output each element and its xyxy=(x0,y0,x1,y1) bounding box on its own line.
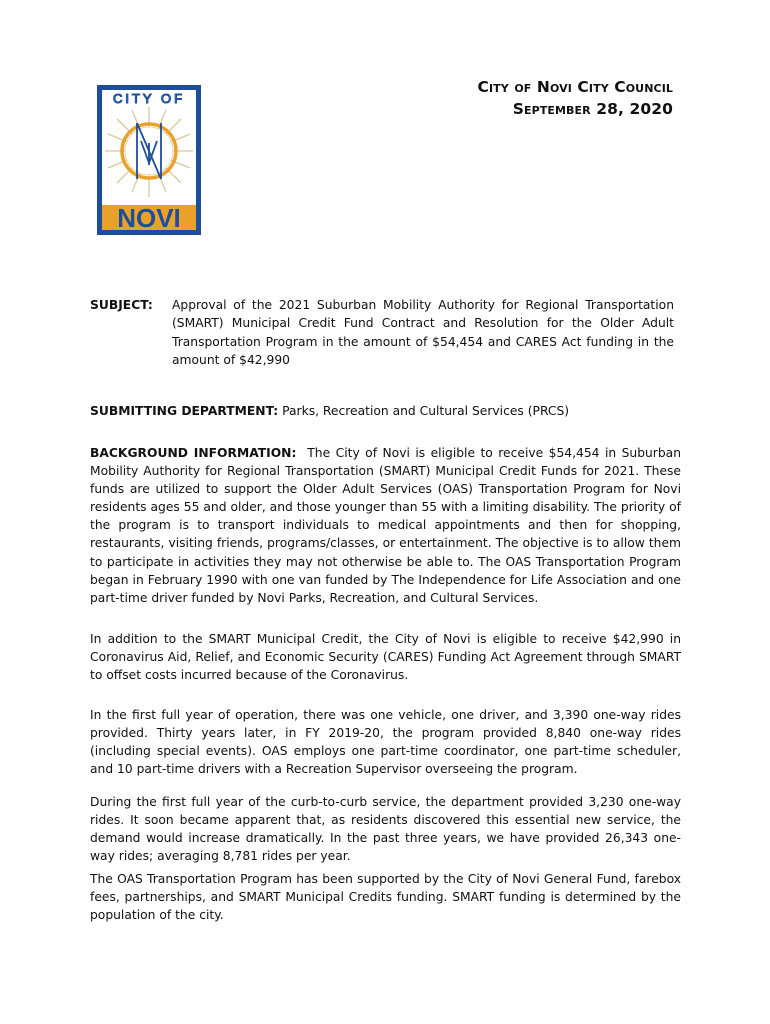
background-label: BACKGROUND INFORMATION: xyxy=(90,446,297,460)
paragraph-curb-to-curb: During the first full year of the curb-to-curb service, the department provided 3,230 one-way rides. It soon became apparent that, as residents discovered this essential new service, the demand would increase dramatically. In the past three years, we have provided 26,343 one-way rides; averaging 8,781 rides per year. xyxy=(90,795,681,864)
submitting-department-text: Parks, Recreation and Cultural Services (PRCS) xyxy=(282,404,570,418)
submitting-department xyxy=(90,402,681,420)
logo-top-text: CITY OF xyxy=(112,91,186,106)
background-information xyxy=(90,444,681,607)
background-text: The City of Novi is eligible to receive $54,454 in Suburban Mobility Authority for Regional Transportation (SMART) Municipal Credit Funds for 2021. These funds are utilized to support the Older Adult Services (OAS) Transportation Program for Novi residents ages 55 and older, and those younger than 55 with a limiting disability. The priority of the program is to transport individuals to medical appointments and then for shopping, restaurants, visiting friends, programs/classes, or entertainment. The objective is to allow them to participate in activities they may not otherwise be able to. The OAS Transportation Program began in February 1990 with one van funded by The Independence for Life Association and one part-time driver funded by Novi Parks, Recreation, and Cultural Services. xyxy=(90,446,681,605)
subject-text: Approval of the 2021 Suburban Mobility Authority for Regional Transportation (SMART) Municipal Credit Fund Contract and Resolution for the Older Adult Transportation Program in the amount of $54,454 and CARES Act funding in the amount of $42,990 xyxy=(172,298,674,367)
paragraph-oas-funding: The OAS Transportation Program has been supported by the City of Novi General Fund, farebox fees, partnerships, and SMART Municipal Credits funding. SMART funding is determined by the population of the city. xyxy=(90,872,681,923)
city-of-novi-logo xyxy=(97,85,201,235)
header-title: City of Novi City Council xyxy=(477,78,673,96)
header-date: September 28, 2020 xyxy=(512,100,673,118)
submitting-department-label: SUBMITTING DEPARTMENT: xyxy=(90,404,279,418)
logo-bottom-text: NOVI xyxy=(117,203,181,233)
document-header xyxy=(478,76,674,120)
paragraph-first-year: In the first full year of operation, there was one vehicle, one driver, and 3,390 one-way rides provided. Thirty years later, in FY 2019-20, the program provided 8,840 one-way rides (including special events). OAS employs one part-time coordinator, one part-time scheduler, and 10 part-time drivers with a Recreation Supervisor overseeing the program. xyxy=(90,708,681,777)
paragraph-smart-cares: In addition to the SMART Municipal Credit, the City of Novi is eligible to receive $42,990 in Coronavirus Aid, Relief, and Economic Security (CARES) Funding Act Agreement through SMART to offset costs incurred because of the Coronavirus. xyxy=(90,632,681,683)
subject-label: SUBJECT: xyxy=(90,298,153,312)
